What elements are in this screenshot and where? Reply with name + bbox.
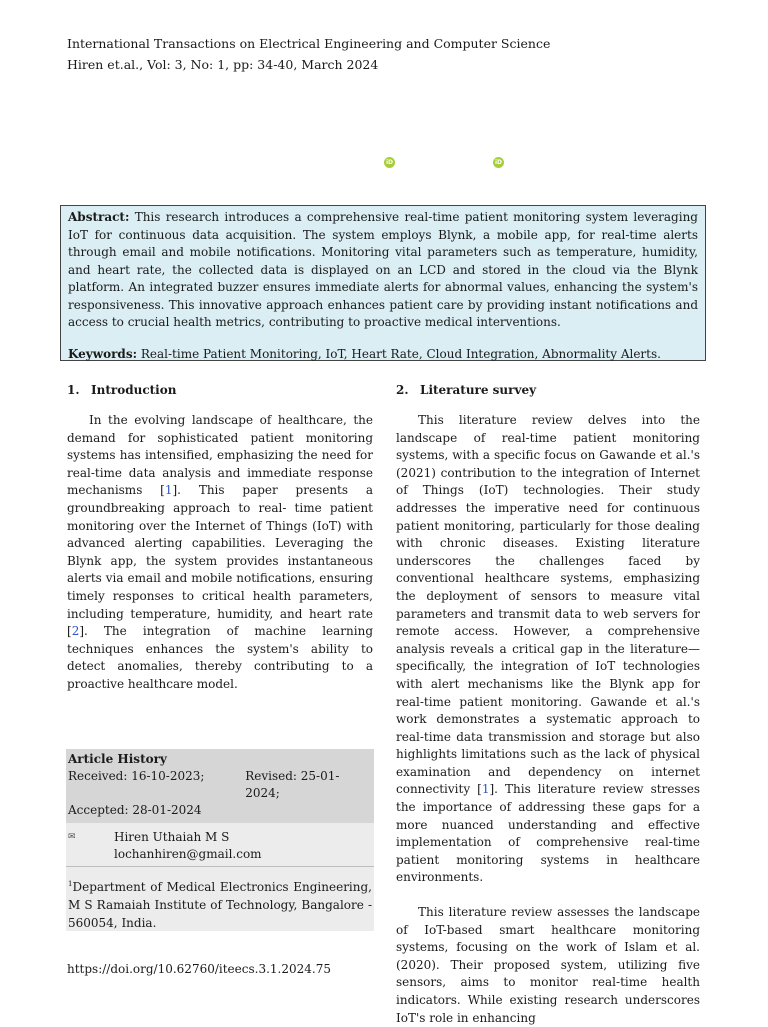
abstract xyxy=(68,209,698,332)
author-email[interactable]: lochanhiren@gmail.com xyxy=(114,847,262,861)
section-heading-introduction xyxy=(67,382,176,398)
paragraph: In the evolving landscape of healthcare, the demand for sophisticated patient monitoring systems has intensified, emphasizing the need for real-time data analysis and immediate response mechanisms [1]. This paper presents a groundbreaking approach to real- time patient monitoring over the Internet of Things (IoT) with advanced alerting capabilities. Leveraging the Blynk app, the system provides instantaneous alerts via email and mobile notifications, ensuring timely responses to critical health parameters, including temperature, humidity, and heart rate [2]. The integration of machine learning techniques enhances the system's ability to detect anomalies, thereby contributing to a proactive healthcare model. xyxy=(67,413,374,691)
keywords xyxy=(68,346,698,364)
paragraph: This literature review assesses the landscape of IoT-based smart healthcare monitoring systems, focusing on the work of Islam et al. (2020). Their proposed system, utilizing five sensors, aims to monitor real-time health indicators. While existing research underscores IoT's role in enhancing xyxy=(396,905,700,1025)
section-heading-literature xyxy=(396,382,536,398)
section-number: 1. xyxy=(67,383,80,397)
keywords-text: Real-time Patient Monitoring, IoT, Heart Rate, Cloud Integration, Abnormality Alerts. xyxy=(140,346,661,361)
journal-title: International Transactions on Electrical Engineering and Computer Science xyxy=(67,36,551,51)
affiliation: $^1$Department of Medical Electronics Engineering, M S Ramaiah Institute of Technology, Bangalore - 560054, India. xyxy=(68,880,372,930)
citation-link[interactable]: 1 xyxy=(481,782,490,797)
citation-link[interactable]: 1 xyxy=(164,483,173,498)
revised-date: Revised: 25-01-2024; xyxy=(245,769,340,800)
orcid-icon[interactable]: iD xyxy=(494,159,503,166)
abstract-box xyxy=(60,205,706,361)
citation-link[interactable]: 2 xyxy=(71,624,80,639)
received-date: Received: 16-10-2023; xyxy=(68,769,205,783)
corresponding-author xyxy=(66,823,374,863)
introduction-body xyxy=(67,412,373,694)
abstract-text: This research introduces a comprehensive real-time patient monitoring system leveraging IoT for continuous data acquisition. The system employs Blynk, a mobile app, for real-time alerts through email and mobile notifications. Monitoring vital parameters such as temperature, humidity, and heart rate, the collected data is displayed on an LCD and stored in the cloud via the Blynk platform. An integrated buzzer ensures immediate alerts for abnormal values, enhancing the system's responsiveness. This innovative approach enhances patient care by providing instant notifications and access to crucial health metrics, contributing to proactive medical interventions. xyxy=(68,210,698,329)
citation-line: Hiren et.al., Vol: 3, No: 1, pp: 34-40, March 2024 xyxy=(67,57,379,72)
email-icon: ✉ xyxy=(68,832,76,842)
abstract-label: Abstract: xyxy=(68,210,130,224)
section-title: Literature survey xyxy=(420,383,537,397)
article-history-title: Article History xyxy=(68,752,167,766)
author-name: Hiren Uthaiah M S xyxy=(114,830,230,844)
article-history-box xyxy=(66,749,374,931)
section-number: 2. xyxy=(396,383,409,397)
article-history-dates xyxy=(66,749,374,823)
section-title: Introduction xyxy=(91,383,177,397)
doi-link[interactable]: https://doi.org/10.62760/iteecs.3.1.2024.75 xyxy=(67,962,331,976)
keywords-label: Keywords: xyxy=(68,346,138,361)
paragraph: This literature review delves into the landscape of real-time patient monitoring systems, with a specific focus on Gawande et al.'s (2021) contribution to the integration of Internet of Things (IoT) technologies. Their study addresses the imperative need for continuous patient monitoring, particularly for those dealing with chronic diseases. Existing literature underscores the challenges faced by conventional healthcare systems, emphasizing the deployment of sensors to measure vital parameters and transmit data to web servers for remote access. However, a comprehensive analysis reveals a critical gap in the literature—specifically, the integration of IoT technologies with alert mechanisms like the Blynk app for real-time patient monitoring. Gawande et al.'s work demonstrates a systematic approach to real-time data transmission and storage but also highlights limitations such as the lack of physical examination and dependency on internet connectivity [1]. This literature review stresses the importance of addressing these gaps for a more nuanced understanding and effective implementation of comprehensive real-time patient monitoring systems in healthcare environments. xyxy=(396,413,700,885)
orcid-icon[interactable]: iD xyxy=(385,159,394,166)
accepted-date: Accepted: 28-01-2024 xyxy=(68,803,202,817)
literature-body xyxy=(396,412,700,1025)
